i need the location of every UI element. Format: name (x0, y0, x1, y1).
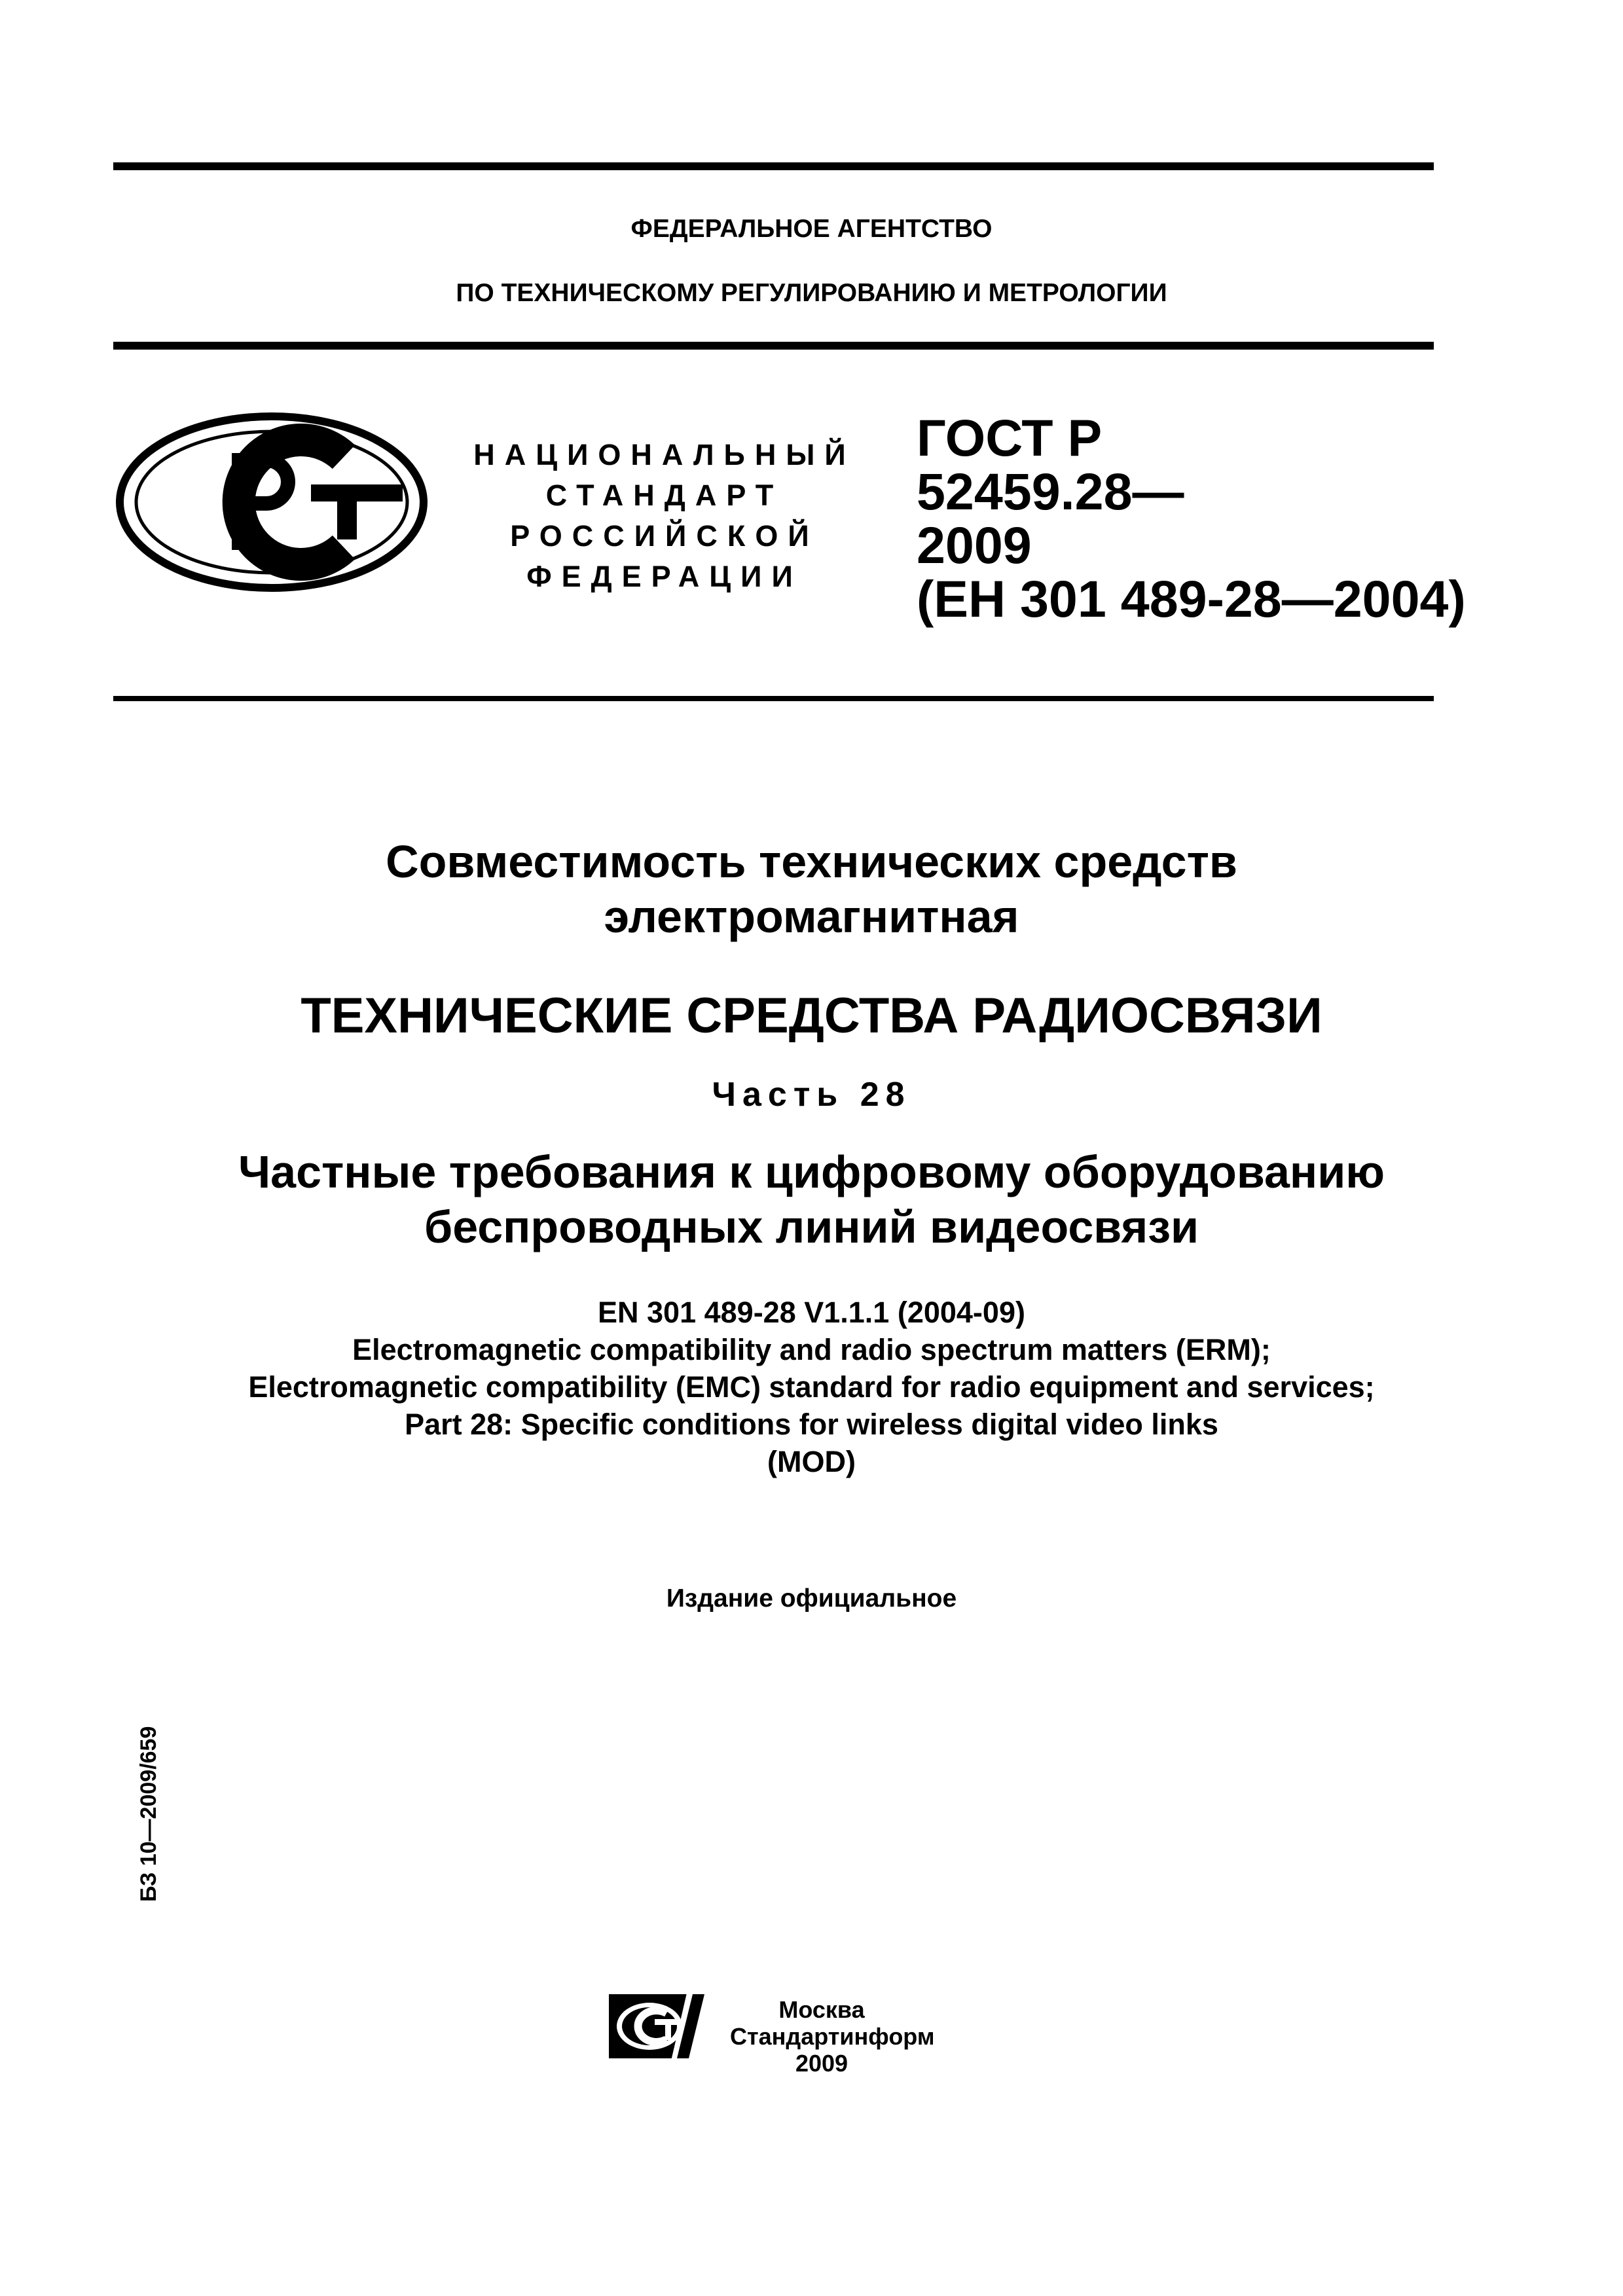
publisher-city: Москва (778, 1996, 865, 2023)
part-label: Часть 28 (712, 1076, 911, 1114)
agency-line-2: ПО ТЕХНИЧЕСКОМУ РЕГУЛИРОВАНИЮ И МЕТРОЛОГИИ (456, 279, 1167, 307)
rst-logo-icon (115, 411, 429, 593)
gost-line-4: (ЕН 301 489-28—2004) (917, 570, 1466, 628)
english-line-4: Part 28: Specific conditions for wireless digital video links (405, 1408, 1218, 1441)
gost-line-1: ГОСТ Р (917, 409, 1103, 467)
agency-bottom-rule (113, 342, 1434, 350)
agency-line-1: ФЕДЕРАЛЬНОЕ АГЕНТСТВО (630, 215, 993, 243)
subtitle-line-2: беспроводных линий видеосвязи (424, 1201, 1199, 1252)
gost-line-3: 2009 (917, 516, 1032, 574)
english-line-3: Electromagnetic compatibility (EMC) standard for radio equipment and services; (248, 1370, 1375, 1404)
top-rule (113, 162, 1434, 170)
national-line-3: РОССИЙСКОЙ (510, 519, 819, 553)
english-line-5: (MOD) (767, 1445, 856, 1478)
main-title: ТЕХНИЧЕСКИЕ СРЕДСТВА РАДИОСВЯЗИ (301, 988, 1322, 1044)
standard-bottom-rule (113, 696, 1434, 701)
publisher-name: Стандартинформ (730, 2023, 935, 2050)
gost-line-2: 52459.28— (917, 462, 1184, 520)
edition-label: Издание официальное (666, 1584, 957, 1613)
subtitle-line-1: Частные требования к цифровому оборудованию (238, 1146, 1385, 1197)
publisher-info (730, 1996, 935, 2077)
english-line-2: Electromagnetic compatibility and radio spectrum matters (ERM); (352, 1333, 1271, 1366)
gost-number (917, 411, 1466, 626)
title-line-1: Совместимость технических средств (386, 836, 1237, 887)
national-line-4: ФЕДЕРАЦИИ (526, 560, 803, 593)
english-line-1: EN 301 489-28 V1.1.1 (2004-09) (598, 1296, 1025, 1329)
publisher-year: 2009 (795, 2050, 848, 2077)
side-code: БЗ 10—2009/659 (136, 1726, 161, 1902)
national-standard-label (452, 435, 877, 597)
national-line-2: СТАНДАРТ (545, 479, 784, 512)
title-line-2: электромагнитная (604, 891, 1019, 942)
sti-logo-icon (609, 1990, 707, 2064)
national-line-1: НАЦИОНАЛЬНЫЙ (473, 438, 856, 471)
